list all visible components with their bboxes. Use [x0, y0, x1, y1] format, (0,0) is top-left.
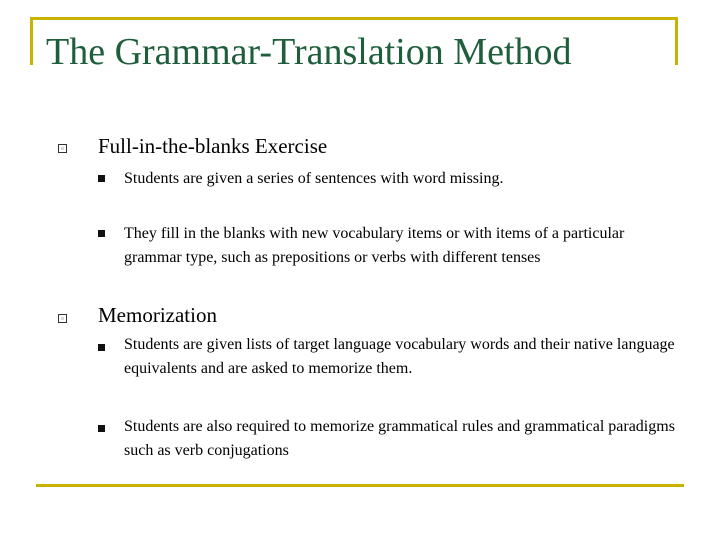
hollow-square-icon [58, 144, 67, 153]
section-heading: Full-in-the-blanks Exercise [98, 134, 328, 158]
list-item: Students are given lists of target language vocabulary words and their native language equivalents and are asked to memorize them. [124, 336, 675, 377]
list-item: Students are also required to memorize grammatical rules and grammatical paradigms such as verb conjugations [124, 418, 675, 459]
filled-square-icon [98, 425, 105, 432]
filled-square-icon [98, 230, 105, 237]
title-frame-right [675, 17, 678, 65]
list-item: Students are given a series of sentences with word missing. [124, 170, 504, 187]
section-heading: Memorization [98, 303, 217, 327]
filled-square-icon [98, 175, 105, 182]
bottom-rule [36, 484, 684, 487]
hollow-square-icon [58, 314, 67, 323]
title-frame-top [30, 17, 678, 20]
list-item: They fill in the blanks with new vocabulary items or with items of a particular grammar type, such as prepositions or verbs with different tenses [124, 225, 625, 266]
filled-square-icon [98, 344, 105, 351]
title-frame-left [30, 17, 33, 65]
slide-title: The Grammar-Translation Method [46, 31, 572, 73]
